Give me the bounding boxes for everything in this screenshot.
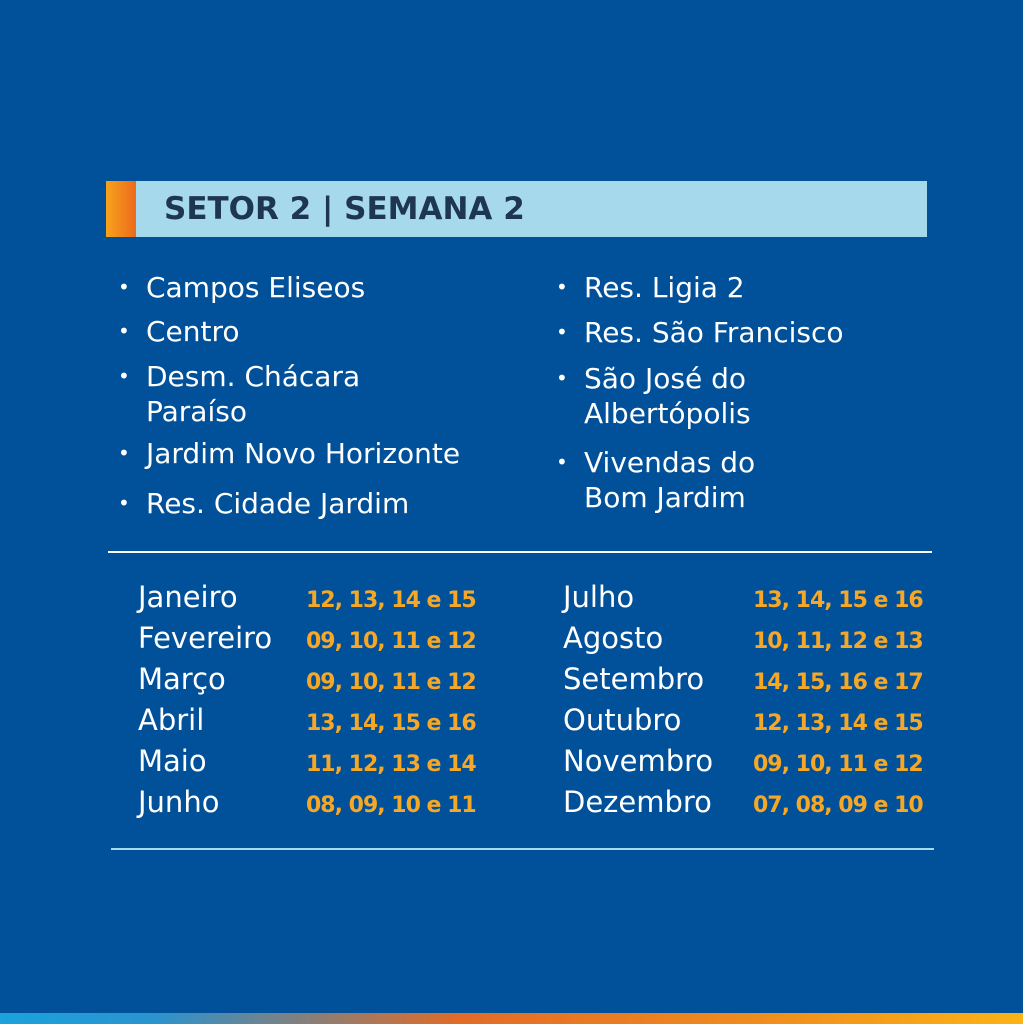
- decorative-gradient-strip: [0, 1013, 1023, 1024]
- month-name: Dezembro: [563, 785, 712, 819]
- neighborhood-name: Vivendas do: [584, 446, 756, 479]
- month-days: 10, 11, 12 e 13: [753, 629, 923, 654]
- month-name: Julho: [563, 580, 635, 614]
- neighborhood-name: Campos Eliseos: [146, 271, 366, 304]
- neighborhood-item: [108, 436, 460, 471]
- month-days: 09, 10, 11 e 12: [753, 752, 923, 777]
- month-days: 12, 13, 14 e 15: [306, 588, 476, 613]
- month-days: 12, 13, 14 e 15: [753, 711, 923, 736]
- divider: [108, 551, 932, 553]
- divider: [111, 848, 934, 850]
- neighborhood-item: [546, 445, 755, 515]
- month-days: 09, 10, 11 e 12: [306, 670, 476, 695]
- month-days: 13, 14, 15 e 16: [753, 588, 923, 613]
- month-name: Fevereiro: [138, 621, 273, 655]
- neighborhood-name: Centro: [146, 315, 240, 348]
- month-name: Outubro: [563, 703, 682, 737]
- neighborhood-item: [108, 359, 360, 429]
- month-name: Maio: [138, 744, 207, 778]
- month-days: 08, 09, 10 e 11: [306, 793, 476, 818]
- month-name: Janeiro: [138, 580, 238, 614]
- month-name: Agosto: [563, 621, 664, 655]
- neighborhood-name: Res. São Francisco: [584, 316, 844, 349]
- month-name: Junho: [138, 785, 220, 819]
- neighborhood-name: Res. Ligia 2: [584, 271, 745, 304]
- section-title: SETOR 2 | SEMANA 2: [164, 191, 525, 227]
- neighborhood-item: [108, 314, 240, 349]
- neighborhood-name: Jardim Novo Horizonte: [146, 437, 461, 470]
- neighborhood-name: São José do: [584, 362, 746, 395]
- header-accent-stripe: [106, 181, 136, 237]
- month-name: Setembro: [563, 662, 705, 696]
- section-header: [106, 181, 927, 237]
- month-days: 09, 10, 11 e 12: [306, 629, 476, 654]
- neighborhood-item: [108, 270, 365, 305]
- month-name: Novembro: [563, 744, 714, 778]
- neighborhood-name-cont: Bom Jardim: [584, 481, 746, 514]
- month-name: Março: [138, 662, 226, 696]
- month-name: Abril: [138, 703, 205, 737]
- neighborhood-item: [546, 270, 745, 305]
- month-days: 07, 08, 09 e 10: [753, 793, 923, 818]
- neighborhood-name: Desm. Chácara: [146, 360, 361, 393]
- month-days: 13, 14, 15 e 16: [306, 711, 476, 736]
- neighborhood-name-cont: Albertópolis: [584, 397, 751, 430]
- neighborhood-item: [546, 315, 844, 350]
- neighborhood-item: [546, 361, 751, 431]
- month-days: 11, 12, 13 e 14: [306, 752, 476, 777]
- month-days: 14, 15, 16 e 17: [753, 670, 923, 695]
- neighborhood-name-cont: Paraíso: [146, 395, 247, 428]
- neighborhood-item: [108, 486, 409, 521]
- neighborhood-name: Res. Cidade Jardim: [146, 487, 410, 520]
